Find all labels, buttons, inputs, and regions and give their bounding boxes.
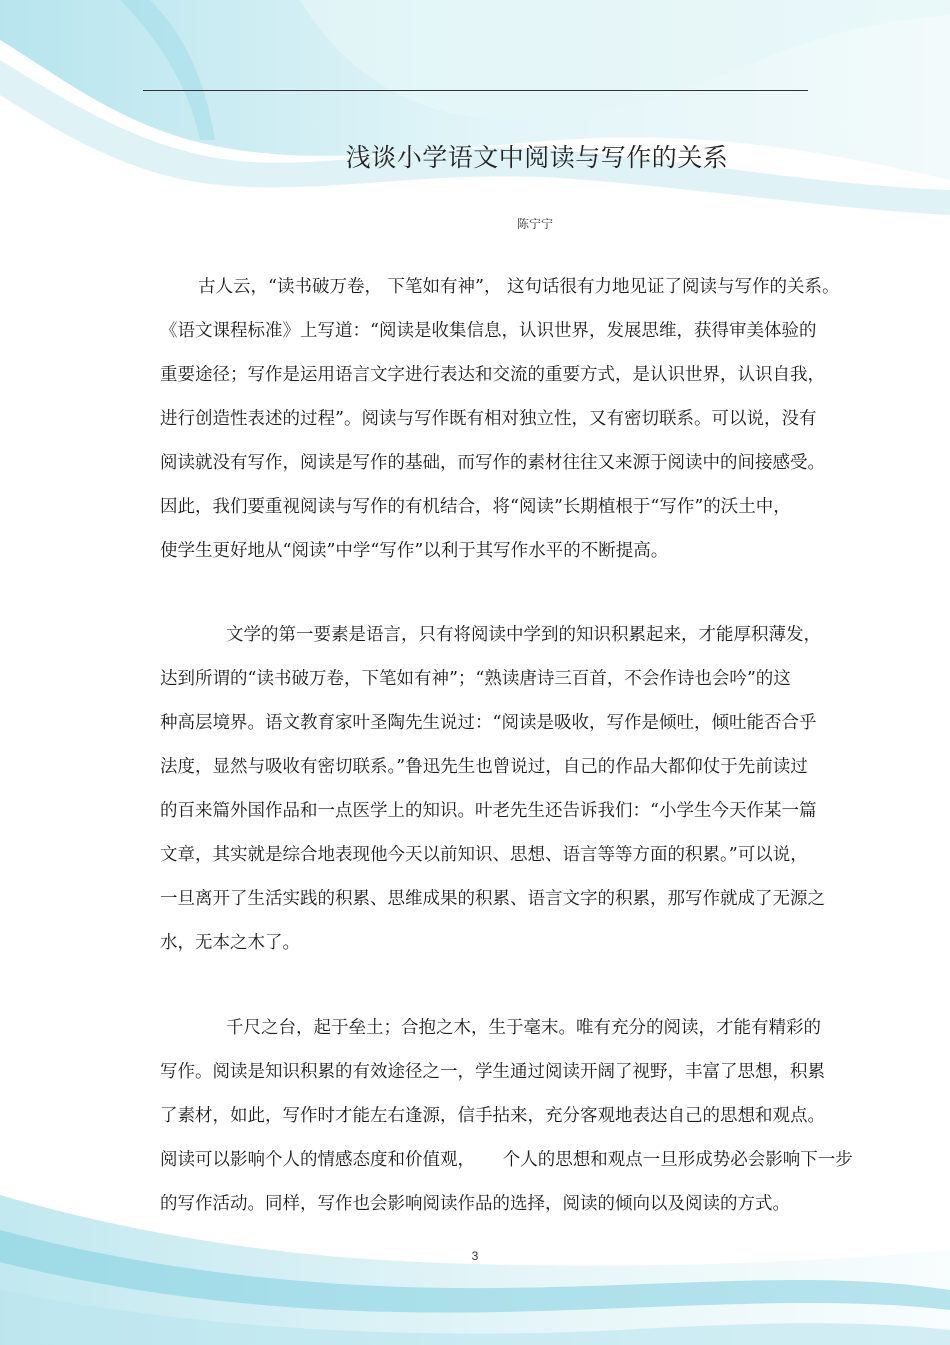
paragraph-2 [160,620,870,972]
paragraph-line: 古人云，“读书破万卷， 下笔如有神”， 这句话很有力地见证了阅读与写作的关系。 [198,277,840,297]
document-author: 陈宁宁 [516,217,553,231]
paragraph-line: 千尺之台，起于垒土；合抱之木，生于毫末。唯有充分的阅读，才能有精彩的 [226,1018,821,1038]
paragraph-line: 文章，其实就是综合地表现他今天以前知识、思想、语言等等方面的积累。”可以说， [160,845,808,865]
paragraph-line: 写作。阅读是知识积累的有效途径之一，学生通过阅读开阔了视野，丰富了思想，积累 [160,1062,825,1082]
page-number: 3 [471,1249,479,1263]
paragraph-line: 法度，显然与吸收有密切联系。”鲁迅先生也曾说过，自己的作品大都仰仗于先前读过 [160,757,808,777]
paragraph-line: 使学生更好地从“阅读”中学“写作”以利于其写作水平的不断提高。 [160,541,669,561]
paragraph-line: 达到所谓的“读书破万卷，下笔如有神”；“熟读唐诗三百首，不会作诗也会吟”的这 [160,669,791,689]
paragraph-line: 因此，我们要重视阅读与写作的有机结合，将“阅读”长期植根于“写作”的沃土中， [160,497,791,517]
paragraph-1 [160,272,870,580]
paragraph-3 [160,1013,870,1233]
paragraph-line: 文学的第一要素是语言，只有将阅读中学到的知识积累起来，才能厚积薄发， [226,625,821,645]
paragraph-line: 水，无本之木了。 [160,933,300,953]
header-rule [143,90,808,91]
paragraph-line: 的写作活动。同样，写作也会影响阅读作品的选择，阅读的倾向以及阅读的方式。 [160,1194,790,1214]
paragraph-line: 《语文课程标准》上写道：“阅读是收集信息，认识世界，发展思维，获得审美体验的 [160,321,817,341]
paragraph-line: 进行创造性表述的过程”。阅读与写作既有相对独立性，又有密切联系。可以说，没有 [160,409,817,429]
paragraph-line: 的百来篇外国作品和一点医学上的知识。叶老先生还告诉我们：“小学生今天作某一篇 [160,801,817,821]
paragraph-line: 种高层境界。语文教育家叶圣陶先生说过：“阅读是吸收，写作是倾吐，倾吐能否合乎 [160,713,817,733]
document-title: 浅谈小学语文中阅读与写作的关系 [345,143,729,172]
paragraph-line: 阅读就没有写作，阅读是写作的基础，而写作的素材往往又来源于阅读中的间接感受。 [160,453,825,473]
paragraph-line: 一旦离开了生活实践的积累、思维成果的积累、语言文字的积累，那写作就成了无源之 [160,889,825,909]
paragraph-line: 阅读可以影响个人的情感态度和价值观， 个人的思想和观点一旦形成势必会影响下一步 [160,1150,853,1170]
paragraph-line: 了素材，如此，写作时才能左右逢源，信手拈来，充分客观地表达自己的思想和观点。 [160,1106,825,1126]
paragraph-line: 重要途径；写作是运用语言文字进行表达和交流的重要方式，是认识世界，认识自我， [160,365,825,385]
